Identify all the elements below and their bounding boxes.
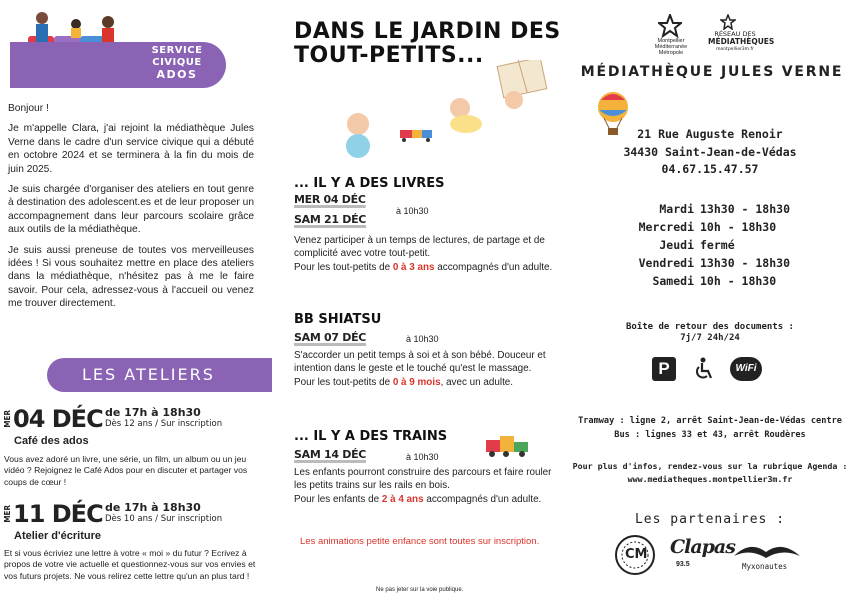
badge-line: CIVIQUE	[152, 57, 202, 68]
inscription-note: Les animations petite enfance sont toutes sur inscription.	[300, 536, 540, 547]
hours-time: fermé	[700, 238, 735, 252]
event-weekday: MER	[3, 410, 12, 428]
trains-age	[294, 493, 556, 506]
ateliers-banner: LES ATELIERS	[47, 358, 272, 392]
partners-title: Les partenaires :	[634, 512, 786, 527]
transport-info	[570, 414, 850, 442]
age-prefix: Pour les enfants de	[294, 493, 382, 505]
montpellier-logo-text	[650, 38, 692, 56]
logo-text: Métropole	[658, 50, 684, 56]
hours-row	[570, 254, 850, 272]
trains-text: Les enfants pourront construire des parcours et faire rouler les petits trains sur les rails en bois.	[294, 467, 552, 492]
event-day: 11 DÉC	[13, 500, 103, 528]
transport-tram: Tramway : ligne 2, arrêt Saint-Jean-de-Védas centre	[578, 416, 842, 426]
age-suffix: accompagnés d'un adulte.	[423, 493, 542, 505]
event-date	[4, 497, 103, 531]
hours-time: 10h - 18h30	[700, 274, 777, 288]
column-service-civique	[0, 0, 280, 601]
title-line: TOUT-PETITS...	[294, 43, 484, 68]
event-date: SAM 07 DÉC	[294, 331, 367, 344]
hours-time: 10h - 18h30	[700, 220, 777, 234]
section-title-livres: ... IL Y A DES LIVRES	[294, 176, 445, 191]
return-box-line: 7j/7 24h/24	[680, 333, 740, 343]
logo-text: Montpellier	[657, 38, 685, 44]
shiatsu-description	[294, 349, 556, 389]
age-suffix: accompagnés d'un adulte.	[434, 261, 553, 273]
address-block	[570, 126, 850, 179]
partner-clapas-frequency: 93.5	[676, 561, 690, 568]
event-time: de 17h à 18h30	[105, 406, 201, 419]
partner-cm-text: CM	[625, 547, 648, 562]
event-time: à 10h30	[406, 334, 439, 344]
age-suffix: , avec un adulte.	[440, 376, 514, 388]
age-prefix: Pour les tout-petits de	[294, 376, 393, 388]
wifi-icon: WiFi	[730, 357, 762, 381]
partner-myxonautes-text: Myxonautes	[742, 562, 788, 571]
livres-text: Venez participer à un temps de lectures, de partage et de complicité avec votre tout-petit.	[294, 235, 545, 260]
event-date: SAM 14 DÉC	[294, 448, 367, 461]
hours-row	[570, 200, 850, 218]
footer-note: Ne pas jeter sur la voie publique.	[376, 587, 464, 593]
event-description: Vous avez adoré un livre, une série, un film, un album ou un jeu vidéo ? Rejoignez le Café Ados pour en discuter et partager vos coups de cœur !	[4, 454, 248, 487]
website-link: www.mediatheques.montpellier3m.fr	[627, 474, 793, 484]
intro-paragraph: Je m'appelle Clara, j'ai rejoint la médiathèque Jules Verne dans le cadre d'un service civique qui a débuté en octobre 2024 et se terminera à la fin du mois de juin 2025.	[8, 123, 254, 175]
age-range: 0 à 9 mois	[392, 376, 441, 388]
address-city: 34430 Saint-Jean-de-Védas	[623, 144, 797, 159]
event-time: à 10h30	[396, 206, 429, 216]
event-age: Dès 10 ans / Sur inscription	[105, 514, 223, 524]
transport-bus: Bus : lignes 33 et 43, arrêt Roudères	[614, 430, 806, 440]
intro-text	[8, 102, 254, 318]
event-time: de 17h à 18h30	[105, 501, 201, 514]
service-civique-badge	[142, 45, 212, 81]
column-tout-petits	[280, 0, 570, 601]
logo-text: RÉSEAU DES	[714, 30, 756, 38]
hours-row	[570, 218, 850, 236]
event-date	[4, 402, 103, 436]
hours-row	[570, 272, 850, 290]
column-infos	[570, 0, 850, 601]
babies-illustration	[340, 60, 550, 170]
parking-icon: P	[652, 357, 676, 381]
logo-text: montpellier3m.fr	[716, 47, 754, 52]
intro-paragraph: Bonjour !	[8, 103, 49, 114]
badge-line: ADOS	[156, 68, 198, 81]
shiatsu-text: S'accorder un petit temps à soi et à son bébé. Douceur et intention dans le geste et le touché qu'est le massage.	[294, 350, 546, 375]
section-title-shiatsu: BB SHIATSU	[294, 312, 382, 327]
livres-age	[294, 261, 556, 274]
hours-day: Samedi	[652, 274, 694, 288]
age-range: 0 à 3 ans	[392, 261, 435, 273]
hours-day: Vendredi	[638, 256, 694, 270]
event-description: Et si vous écriviez une lettre à votre « moi » du futur ? Ecrivez à propos de votre vie actuelle et questionnez-vous sur vos envies et vos futurs projets. Ne vous relirez cette lettre qu'un an plus tard !	[4, 548, 256, 581]
event-day: 04 DÉC	[13, 405, 103, 433]
age-prefix: Pour les tout-petits de	[294, 261, 393, 273]
reseau-logo-text	[708, 30, 775, 54]
return-box-info	[570, 322, 850, 344]
hours-row	[570, 236, 850, 254]
hours-time: 13h30 - 18h30	[700, 202, 791, 216]
accessibility-icon	[692, 357, 716, 381]
hours-time: 13h30 - 18h30	[700, 256, 791, 270]
library-title: MÉDIATHÈQUE JULES VERNE	[580, 64, 844, 80]
event-date: MER 04 DÉC	[294, 193, 366, 206]
return-box-line: Boîte de retour des documents :	[626, 322, 794, 332]
reseau-star-logo	[720, 14, 736, 30]
address-street: 21 Rue Auguste Renoir	[637, 127, 783, 141]
event-weekday: MER	[3, 505, 12, 523]
phone-number: 04.67.15.47.57	[661, 162, 759, 176]
event-title: Atelier d'écriture	[14, 530, 101, 542]
montpellier-star-logo	[658, 14, 682, 38]
more-info	[570, 460, 850, 486]
intro-paragraph: Je suis aussi preneuse de toutes vos merveilleuses idées ! Si vous souhaitez mettre en place des ateliers dans la médiathèque, n'hésitez pas à me le faire savoir. Pour cela, adressez-vous à l'accueil ou venez me trouver directement.	[8, 244, 254, 310]
hours-day: Mardi	[659, 202, 694, 216]
title-line: DANS LE JARDIN DES	[294, 19, 561, 44]
hours-day: Jeudi	[659, 238, 694, 252]
partner-myxonautes-logo	[730, 538, 804, 564]
event-date: SAM 21 DÉC	[294, 213, 367, 226]
event-time: à 10h30	[406, 452, 439, 462]
age-range: 2 à 4 ans	[381, 493, 424, 505]
hours-day: Mercredi	[638, 220, 694, 234]
event-title: Café des ados	[14, 435, 89, 447]
logo-text: MÉDIATHÈQUES	[708, 37, 775, 46]
livres-description	[294, 234, 556, 274]
partner-clapas-logo: Clapas	[670, 536, 735, 558]
badge-line: SERVICE	[151, 45, 203, 56]
logo-text: Méditerranée	[654, 44, 688, 50]
shiatsu-age	[294, 376, 556, 389]
intro-paragraph: Je suis chargée d'organiser des ateliers en tout genre à destination des adolescent.es et de leur proposer un accompagnement dans leur parcours scolaire grâce aux outils de la médiathèque.	[8, 184, 254, 236]
event-age: Dès 12 ans / Sur inscription	[105, 419, 223, 429]
opening-hours	[570, 200, 850, 290]
section-title-trains: ... IL Y A DES TRAINS	[294, 429, 448, 444]
more-info-text: Pour plus d'infos, rendez-vous sur la rubrique Agenda :	[572, 461, 848, 471]
trains-description	[294, 466, 556, 506]
toy-train-icon	[484, 430, 532, 460]
